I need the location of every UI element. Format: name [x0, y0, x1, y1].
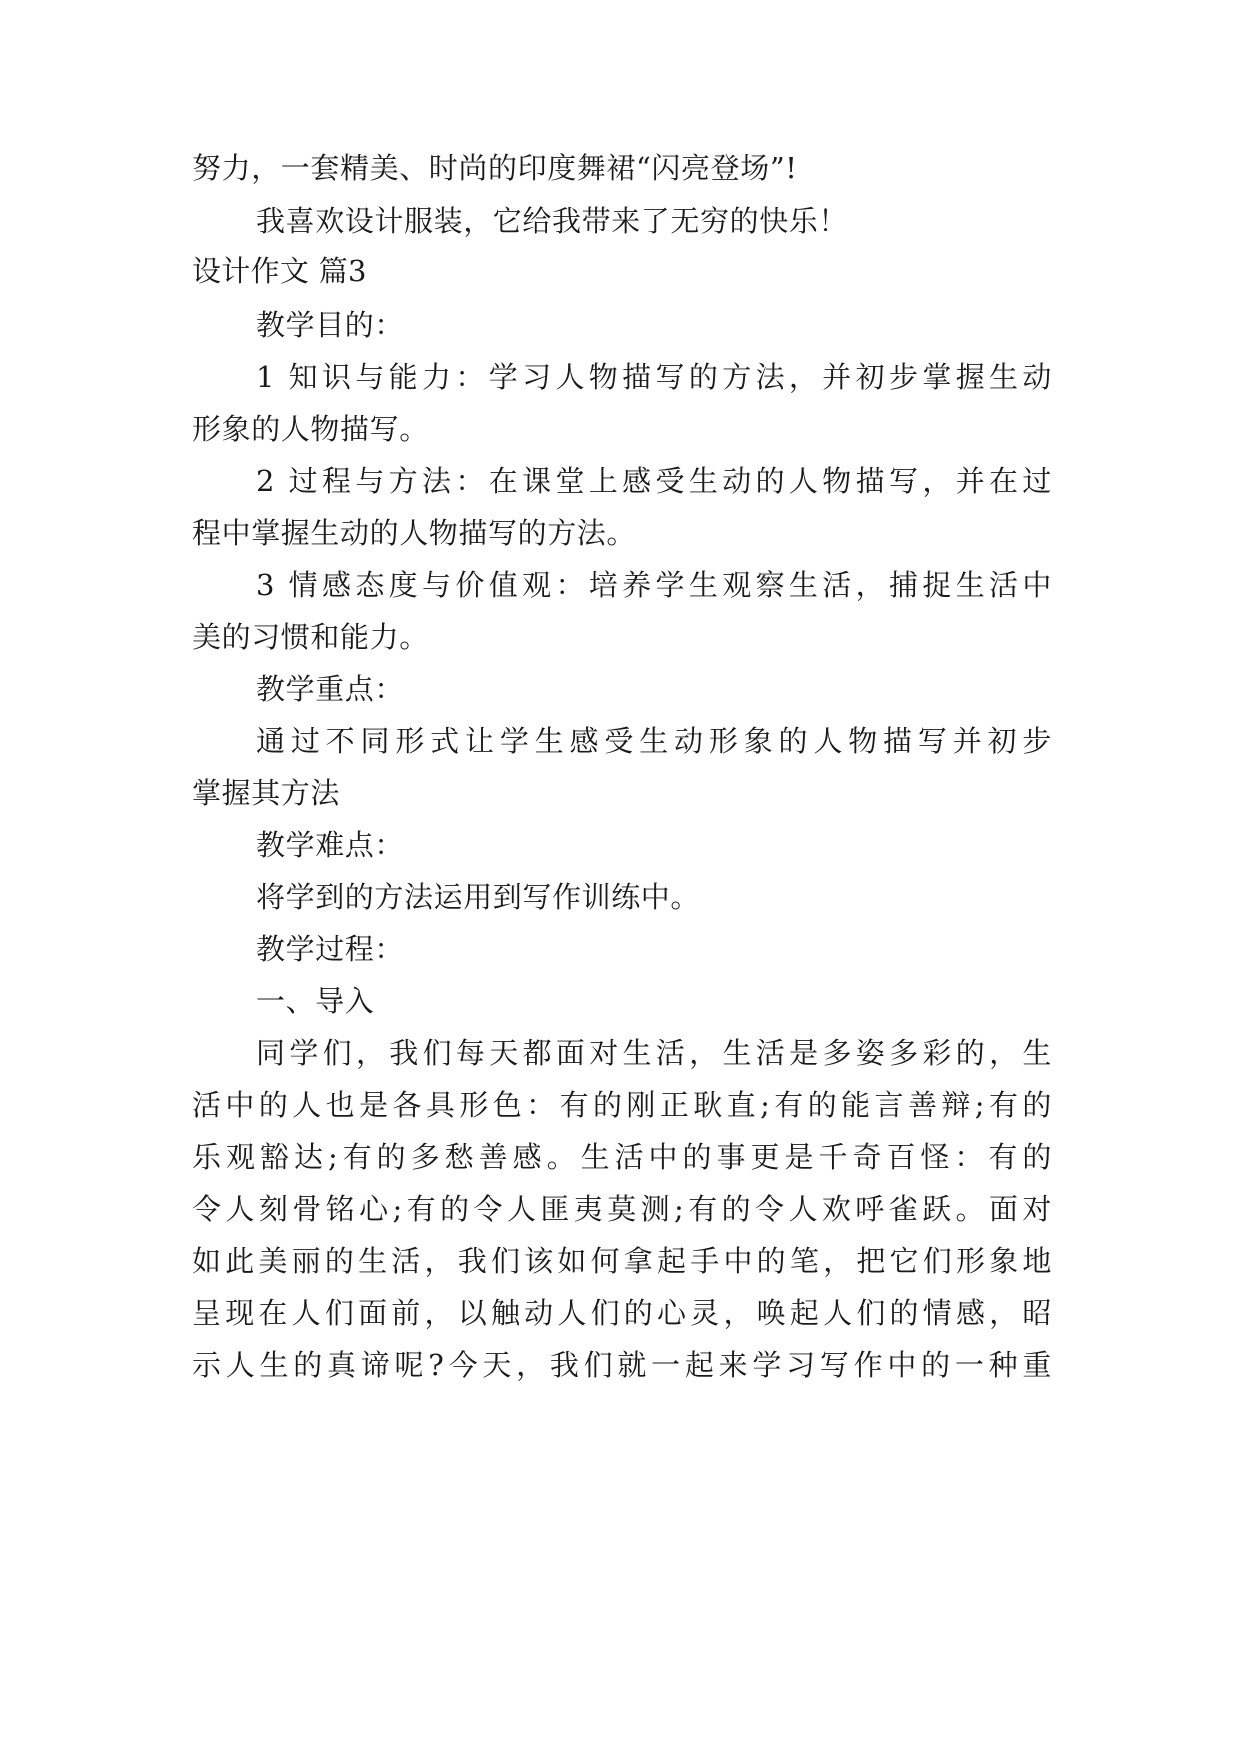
- text-line: 努力，一套精美、时尚的印度舞裙“闪亮登场”!: [192, 151, 798, 185]
- text-line: 一、导入: [256, 984, 375, 1018]
- text-line: 教学目的：: [256, 308, 405, 342]
- text-line: 美的习惯和能力。: [192, 620, 429, 654]
- text-line: 示人生的真谛呢?今天，我们就一起来学习写作中的一种重: [192, 1348, 1052, 1382]
- text-line: 教学难点：: [256, 828, 405, 862]
- text-line: 令人刻骨铭心;有的令人匪夷莫测;有的令人欢呼雀跃。面对: [192, 1192, 1052, 1226]
- text-line: 将学到的方法运用到写作训练中。: [256, 880, 701, 914]
- text-line: 3 情感态度与价值观：培养学生观察生活，捕捉生活中: [256, 568, 1052, 602]
- text-line: 教学重点：: [256, 672, 405, 706]
- text-line: 呈现在人们面前，以触动人们的心灵，唤起人们的情感，昭: [192, 1296, 1052, 1330]
- text-line: 2 过程与方法：在课堂上感受生动的人物描写，并在过: [256, 464, 1052, 498]
- text-line: 乐观豁达;有的多愁善感。生活中的事更是千奇百怪：有的: [192, 1140, 1052, 1174]
- text-line: 活中的人也是各具形色：有的刚正耿直;有的能言善辩;有的: [192, 1088, 1052, 1122]
- text-line: 我喜欢设计服装，它给我带来了无穷的快乐！: [256, 204, 849, 238]
- text-line: 同学们，我们每天都面对生活，生活是多姿多彩的，生: [256, 1036, 1052, 1070]
- text-line: 如此美丽的生活，我们该如何拿起手中的笔，把它们形象地: [192, 1244, 1052, 1278]
- text-line: 1 知识与能力：学习人物描写的方法，并初步掌握生动: [256, 360, 1052, 394]
- section-heading: 设计作文 篇3: [192, 254, 367, 288]
- text-line: 形象的人物描写。: [192, 412, 429, 446]
- text-line: 教学过程：: [256, 932, 405, 966]
- text-line: 通过不同形式让学生感受生动形象的人物描写并初步: [256, 724, 1052, 758]
- text-line: 掌握其方法: [192, 776, 341, 810]
- text-line: 程中掌握生动的人物描写的方法。: [192, 516, 637, 550]
